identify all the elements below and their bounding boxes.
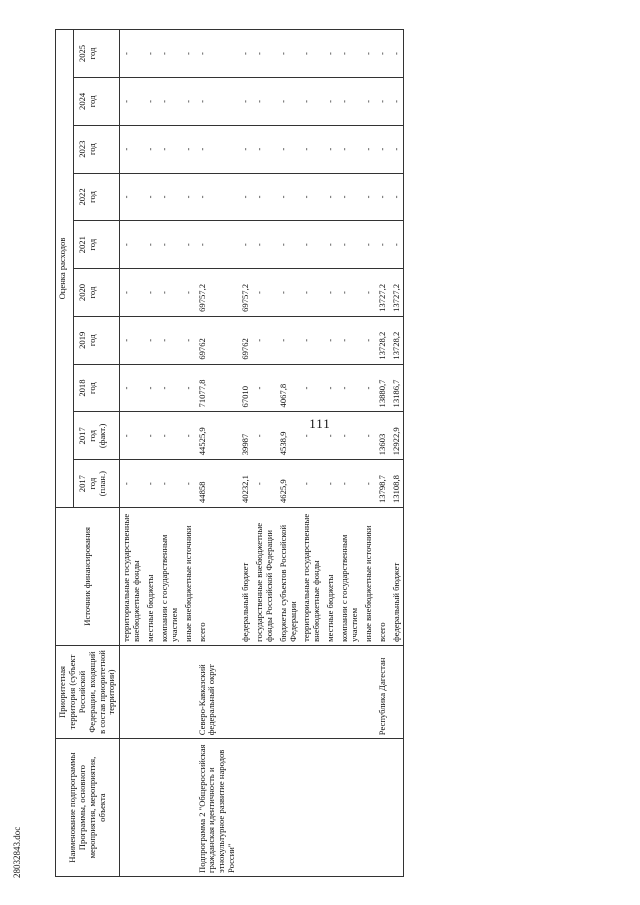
row-value: - (376, 173, 390, 221)
row-value: - (300, 30, 324, 78)
row-value: - (182, 316, 196, 364)
row-value: - (324, 412, 338, 460)
row-value: - (253, 30, 277, 78)
row-value: - (182, 364, 196, 412)
header-territory: Приоритетная территория (субъект Российской Федерации, входящий в состав приоритетной территории) (56, 645, 120, 738)
row-value: 13728,2 (376, 316, 390, 364)
row-value: - (182, 269, 196, 317)
row-value: - (338, 460, 362, 508)
row-value: - (338, 221, 362, 269)
row-value: 4067,8 (277, 364, 301, 412)
row-value: - (277, 221, 301, 269)
row-value: 40232,1 (239, 460, 253, 508)
row-value: - (239, 125, 253, 173)
header-year-line: год (86, 477, 97, 490)
table-row (120, 30, 144, 877)
row-name (182, 739, 196, 877)
header-year (73, 364, 119, 412)
row-value: - (120, 460, 144, 508)
page-number: 111 (309, 416, 331, 431)
table-row (239, 30, 253, 877)
header-year (73, 221, 119, 269)
row-source: компании с государственным участием (158, 508, 182, 646)
row-value: - (390, 30, 404, 78)
row-value: - (144, 364, 158, 412)
row-value: - (182, 412, 196, 460)
table-row (196, 30, 240, 877)
row-value: - (253, 173, 277, 221)
row-value: - (253, 460, 277, 508)
row-value: 69757,2 (239, 269, 253, 317)
row-value: - (144, 173, 158, 221)
row-value: - (253, 125, 277, 173)
header-year-line: (факт.) (96, 423, 107, 449)
row-value: - (158, 412, 182, 460)
table-header (56, 30, 120, 877)
row-value: - (362, 77, 376, 125)
row-name (158, 739, 182, 877)
row-value: 13186,7 (390, 364, 404, 412)
row-value: - (120, 316, 144, 364)
row-value: - (324, 316, 338, 364)
row-value: - (338, 173, 362, 221)
row-value: - (120, 125, 144, 173)
row-value: - (362, 364, 376, 412)
row-value: - (120, 173, 144, 221)
row-value: - (144, 269, 158, 317)
row-value: - (338, 316, 362, 364)
row-value: - (158, 77, 182, 125)
table-row (390, 30, 404, 877)
row-source: иные внебюджетные источники (362, 508, 376, 646)
row-value: - (338, 30, 362, 78)
header-year (73, 269, 119, 317)
table-row (300, 30, 324, 877)
row-value: - (324, 173, 338, 221)
row-source: иные внебюджетные источники (182, 508, 196, 646)
header-year-line: 2017 (76, 475, 87, 493)
row-value: - (300, 269, 324, 317)
row-value: - (144, 316, 158, 364)
row-value: - (158, 173, 182, 221)
row-value: 13728,2 (390, 316, 404, 364)
row-source: бюджеты субъектов Российской Федерации (277, 508, 301, 646)
row-value: 13798,7 (376, 460, 390, 508)
row-territory (120, 645, 144, 738)
row-name (144, 739, 158, 877)
row-source: компании с государственным участием (338, 508, 362, 646)
document-id: 28032843.doc (12, 826, 22, 878)
header-year (73, 460, 119, 508)
row-value: - (300, 173, 324, 221)
row-value: - (253, 221, 277, 269)
row-value: 71077,8 (196, 364, 240, 412)
row-value: - (144, 77, 158, 125)
header-year (73, 77, 119, 125)
row-value: - (196, 30, 240, 78)
row-name (120, 739, 144, 877)
row-value: - (239, 221, 253, 269)
row-value: - (362, 125, 376, 173)
row-name: Подпрограмма 2 "Общероссийская гражданская идентичность и этнокультурное развитие народов России" (196, 739, 240, 877)
row-value: - (362, 269, 376, 317)
header-year-line: 2024 (76, 92, 87, 110)
row-territory (277, 645, 301, 738)
row-name (362, 739, 376, 877)
row-value: - (390, 221, 404, 269)
header-year-line: год (86, 191, 97, 203)
row-name (239, 739, 253, 877)
row-value: - (324, 77, 338, 125)
header-year (73, 412, 119, 460)
row-value: - (300, 412, 324, 460)
row-value: 12922,9 (390, 412, 404, 460)
row-value: - (362, 316, 376, 364)
rotated-sheet (55, 29, 640, 877)
row-value: 44525,9 (196, 412, 240, 460)
row-value: - (196, 125, 240, 173)
table-row (253, 30, 277, 877)
row-name (253, 739, 277, 877)
row-value: 13727,2 (376, 269, 390, 317)
header-year (73, 173, 119, 221)
header-year-line: год (86, 238, 97, 251)
header-year-line: 2017 (76, 427, 87, 445)
row-value: - (158, 125, 182, 173)
table-body (120, 30, 404, 877)
row-territory (390, 645, 404, 738)
row-value: 69762 (196, 316, 240, 364)
table-row (338, 30, 362, 877)
table-row (362, 30, 376, 877)
row-value: - (120, 364, 144, 412)
row-value: - (120, 412, 144, 460)
row-value: - (362, 30, 376, 78)
header-year-line: год (86, 382, 97, 394)
row-territory (338, 645, 362, 738)
row-name (300, 739, 324, 877)
row-value: - (338, 269, 362, 317)
header-source: Источник финансирования (56, 508, 120, 646)
row-value: - (300, 460, 324, 508)
row-value: - (362, 412, 376, 460)
row-value: - (158, 269, 182, 317)
row-name (390, 739, 404, 877)
row-value: - (158, 460, 182, 508)
expenditure-table (55, 29, 404, 877)
row-value: - (182, 221, 196, 269)
row-value: - (158, 30, 182, 78)
table-row (277, 30, 301, 877)
row-value: - (277, 173, 301, 221)
row-name (277, 739, 301, 877)
row-territory (300, 645, 324, 738)
row-source: местные бюджеты (144, 508, 158, 646)
row-value: - (182, 77, 196, 125)
row-value: - (338, 364, 362, 412)
row-value: - (182, 125, 196, 173)
row-value: - (376, 30, 390, 78)
header-year-line: 2021 (76, 236, 87, 254)
row-value: - (362, 173, 376, 221)
table-row (324, 30, 338, 877)
header-year-line: 2020 (76, 283, 87, 302)
row-value: - (239, 30, 253, 78)
row-territory: Республика Дагестан (376, 645, 390, 738)
row-value: - (324, 125, 338, 173)
row-source: государственные внебюджетные фонды Российской Федерации (253, 508, 277, 646)
table-row (158, 30, 182, 877)
row-source: всего (196, 508, 240, 646)
row-name (338, 739, 362, 877)
row-value: - (324, 460, 338, 508)
row-value: - (277, 316, 301, 364)
row-value: 67010 (239, 364, 253, 412)
row-value: - (158, 364, 182, 412)
row-value: - (300, 77, 324, 125)
row-value: - (300, 316, 324, 364)
row-value: 13880,7 (376, 364, 390, 412)
row-name (324, 739, 338, 877)
row-name (376, 739, 390, 877)
row-value: - (277, 125, 301, 173)
header-year (73, 125, 119, 173)
row-value: - (324, 30, 338, 78)
header-year-line: год (86, 429, 97, 442)
row-value: - (300, 125, 324, 173)
row-value: - (338, 125, 362, 173)
row-value: - (362, 221, 376, 269)
row-value: - (324, 269, 338, 317)
row-value: 13108,8 (390, 460, 404, 508)
row-source: территориальные государственные внебюджетные фонды (300, 508, 324, 646)
header-year-line: 2022 (76, 188, 87, 206)
row-value: 13603 (376, 412, 390, 460)
row-value: - (196, 77, 240, 125)
row-value: - (324, 364, 338, 412)
row-value: - (196, 221, 240, 269)
header-year-line: год (86, 334, 97, 347)
header-group: Оценка расходов (56, 30, 74, 508)
row-value: - (253, 412, 277, 460)
row-value: 39987 (239, 412, 253, 460)
row-value: 69762 (239, 316, 253, 364)
row-value: 69757,2 (196, 269, 240, 317)
header-year-line: год (86, 286, 97, 299)
row-value: - (390, 77, 404, 125)
row-territory: Северо-Кавказский федеральный округ (196, 645, 240, 738)
row-value: - (144, 30, 158, 78)
row-value: 4538,9 (277, 412, 301, 460)
row-value: - (376, 221, 390, 269)
row-value: - (120, 221, 144, 269)
row-territory (239, 645, 253, 738)
row-value: - (376, 77, 390, 125)
row-value: - (196, 173, 240, 221)
header-name: Наименование подпрограммы Программы, основного мероприятия, мероприятия, объекта (56, 739, 120, 877)
row-value: - (120, 30, 144, 78)
row-value: - (277, 269, 301, 317)
row-value: - (390, 125, 404, 173)
header-year-line: год (86, 143, 97, 156)
row-value: - (120, 77, 144, 125)
row-value: - (144, 412, 158, 460)
row-value: 4625,9 (277, 460, 301, 508)
header-year-line: 2018 (76, 379, 87, 397)
row-value: - (324, 221, 338, 269)
row-territory (253, 645, 277, 738)
row-value: - (144, 221, 158, 269)
row-value: - (300, 221, 324, 269)
row-value: - (120, 269, 144, 317)
row-source: федеральный бюджет (239, 508, 253, 646)
row-value: - (158, 316, 182, 364)
row-territory (182, 645, 196, 738)
header-year-line: 2019 (76, 331, 87, 349)
row-value: - (239, 173, 253, 221)
row-value: 13727,2 (390, 269, 404, 317)
row-value: - (144, 125, 158, 173)
row-source: федеральный бюджет (390, 508, 404, 646)
row-value: - (362, 460, 376, 508)
header-year (73, 316, 119, 364)
row-value: - (338, 77, 362, 125)
row-source: всего (376, 508, 390, 646)
row-value: - (158, 221, 182, 269)
row-value: - (338, 412, 362, 460)
row-territory (158, 645, 182, 738)
row-territory (362, 645, 376, 738)
header-year-line: 2023 (76, 140, 87, 158)
row-value: - (239, 77, 253, 125)
table-row (182, 30, 196, 877)
table-row (376, 30, 390, 877)
row-value: - (277, 77, 301, 125)
row-territory (324, 645, 338, 738)
row-value: - (376, 125, 390, 173)
row-value: - (390, 173, 404, 221)
row-value: - (182, 460, 196, 508)
header-year (73, 30, 119, 78)
row-value: - (144, 460, 158, 508)
table-row (144, 30, 158, 877)
row-value: 44858 (196, 460, 240, 508)
row-value: - (300, 364, 324, 412)
row-territory (144, 645, 158, 738)
row-value: - (253, 269, 277, 317)
row-value: - (253, 316, 277, 364)
row-value: - (253, 77, 277, 125)
row-source: территориальные государственные внебюджетные фонды (120, 508, 144, 646)
header-year-line: год (86, 95, 97, 108)
header-year-line: год (86, 47, 97, 60)
row-value: - (182, 30, 196, 78)
header-year-line: 2025 (76, 44, 87, 63)
row-value: - (253, 364, 277, 412)
header-year-line: (план.) (96, 471, 107, 497)
row-value: - (277, 30, 301, 78)
row-value: - (182, 173, 196, 221)
row-source: местные бюджеты (324, 508, 338, 646)
